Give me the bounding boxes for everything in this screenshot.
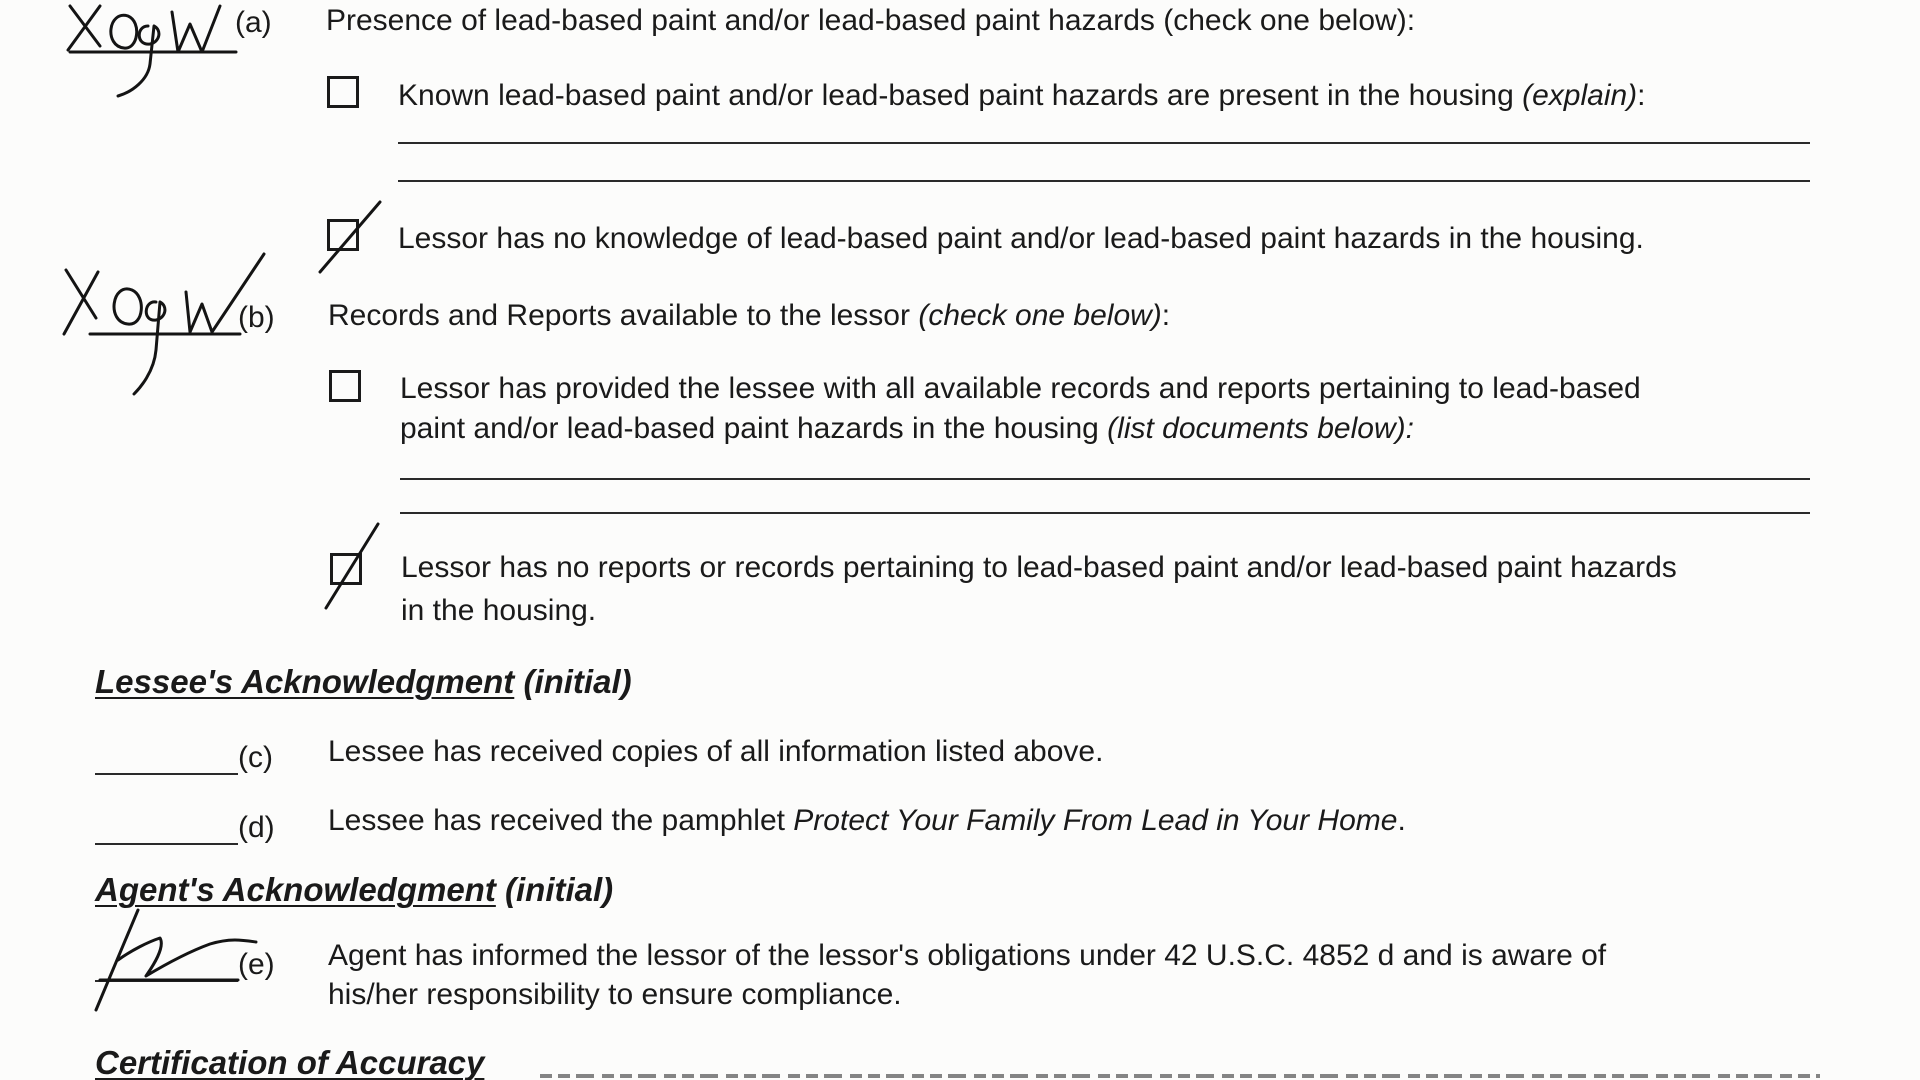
item-d-marker: (d) — [238, 811, 275, 844]
certification-title: Certification of Accuracy — [95, 1044, 485, 1080]
agent-signature — [96, 910, 256, 1010]
item-d-lead-text: Lessee has received the pamphlet — [328, 804, 794, 837]
no-knowledge-checkbox[interactable] — [327, 219, 359, 251]
item-e-line-1: Agent has informed the lessor of the lessor's obligations under 42 U.S.C. 4852 d and is aware of — [328, 939, 1607, 972]
initials-signature-a — [68, 6, 236, 96]
agent-ack-heading — [95, 873, 613, 906]
records-provided-list-hint: (list documents below): — [1107, 412, 1414, 445]
item-c-marker: (c) — [238, 741, 273, 774]
no-reports-checkbox[interactable] — [330, 553, 362, 585]
no-reports-line-2: in the housing. — [401, 594, 597, 627]
section-b-marker: (b) — [238, 301, 275, 334]
agent-initial-line-e[interactable] — [95, 980, 238, 982]
section-b-heading — [328, 301, 1170, 331]
records-provided-line-2-text: paint and/or lead-based paint hazards in the housing — [400, 412, 1108, 445]
records-provided-checkbox[interactable] — [329, 370, 361, 402]
explain-line-2[interactable] — [398, 180, 1810, 182]
item-d-period: . — [1397, 804, 1406, 837]
no-reports-line-1: Lessor has no reports or records pertaining to lead-based paint and/or lead-based paint hazards — [401, 551, 1677, 584]
lessee-initial-line-d[interactable] — [95, 843, 238, 845]
no-knowledge-option: Lessor has no knowledge of lead-based paint and/or lead-based paint hazards in the housing. — [398, 222, 1644, 255]
pamphlet-title: Protect Your Family From Lead in Your Home — [793, 804, 1398, 837]
known-hazards-option — [398, 81, 1646, 111]
item-c-text: Lessee has received copies of all information listed above. — [328, 735, 1104, 768]
section-a-heading: Presence of lead-based paint and/or lead-based paint hazards (check one below): — [326, 4, 1416, 37]
certification-text-cropped — [540, 1066, 1820, 1080]
lessee-ack-heading — [95, 665, 632, 698]
certification-text-fragment — [540, 1074, 1820, 1078]
lessee-ack-initial-note: (initial) — [514, 663, 632, 700]
documents-line-2[interactable] — [400, 512, 1810, 514]
documents-line-1[interactable] — [400, 478, 1810, 480]
lessee-initial-line-c[interactable] — [95, 773, 238, 775]
certification-heading — [95, 1046, 484, 1079]
section-b-heading-text: Records and Reports available to the lessor — [328, 299, 919, 332]
explain-line-1[interactable] — [398, 142, 1810, 144]
records-provided-line-2 — [400, 414, 1414, 444]
section-b-heading-italic: (check one below) — [918, 299, 1162, 332]
item-e-marker: (e) — [238, 948, 275, 981]
section-b-heading-colon: : — [1161, 299, 1171, 332]
records-provided-line-1: Lessor has provided the lessee with all available records and reports pertaining to lead-based — [400, 372, 1641, 405]
known-hazards-colon: : — [1637, 79, 1646, 112]
known-hazards-checkbox[interactable] — [327, 76, 359, 108]
known-hazards-explain: (explain) — [1522, 79, 1638, 112]
lessee-ack-title: Lessee's Acknowledgment — [95, 663, 515, 700]
agent-ack-title: Agent's Acknowledgment — [95, 871, 496, 908]
agent-ack-initial-note: (initial) — [495, 871, 614, 908]
initials-signature-b — [64, 254, 264, 394]
item-d-text — [328, 806, 1406, 836]
known-hazards-text: Known lead-based paint and/or lead-based paint hazards are present in the housing — [398, 79, 1523, 112]
section-a-marker: (a) — [235, 6, 272, 39]
item-e-line-2: his/her responsibility to ensure compliance. — [328, 978, 902, 1011]
